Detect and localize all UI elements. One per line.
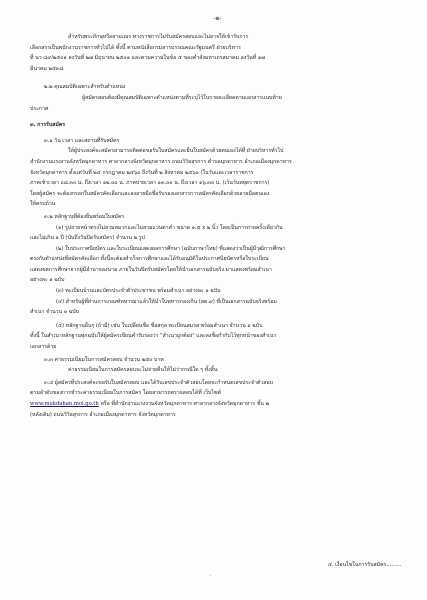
section-3-1-line: สำนักงานแรงงานจังหวัดมุกดาหาร ศาลากลางจังหวัดมุกดาหาร ถนนวิวิธสุรการ ตำบลมุกดาหาร อำเภอเมืองมุกดาหาร (30, 158, 292, 165)
intro-line: มีนาคม ๒๕๓๘ (30, 65, 64, 72)
requirement-line: ตรงกับตำแหน่งที่สมัครคัดเลือก ทั้งนี้จะต้องสำเร็จการศึกษาและได้รับอนุมัติในประกาศนียบัตรหรือใบระเบียน (30, 256, 269, 263)
section-2-2-line: ประกาศ (30, 105, 49, 112)
website-link[interactable]: www.mukdahan.mol.go.th (30, 401, 99, 407)
requirement-line: ทั้งนี้ ในสำเนาหลักฐานทุกฉบับให้ผู้สมัครเขียนคำรับรองว่า "สำเนาถูกต้อง" และลงชื่อกำกับไว้ทุกหน้าของสำเนา (30, 333, 277, 340)
requirement-line: สำเนา จำนวน ๑ ฉบับ (30, 309, 79, 316)
intro-line: สำหรับพระภิกษุหรือสามเณร ทางราชการไม่รับสมัครสอบและไม่อาจให้เข้ารับการ (68, 34, 249, 40)
section-3-1-line: ให้ครบถ้วน (30, 201, 56, 208)
requirement-line: และไม่เกิน ๑ ปี (นับถึงวันปิดรับสมัคร) จำนวน ๒ รูป (30, 235, 145, 242)
section-3-3-line: ค่าธรรมเนียมในการสมัครสอบจะไม่จ่ายคืนให้ไม่ว่ากรณีใด ๆ ทั้งสิ้น (68, 367, 218, 374)
section-3-1-line: โดยผู้สมัคร จะต้องกรอกใบสมัครคัดเลือกและลงลายมือชื่อรับรองเอกสารการสมัครคัดเลือกด้วยลายมือตนเอง (30, 190, 270, 197)
requirement-line: (๓) ทะเบียนบ้านและบัตรประจำตัวประชาชน พร้อมสำเนา อย่างละ ๑ ฉบับ (56, 288, 221, 295)
intro-line: เลือกสรรเป็นพนักงานราชการทั่วไปได้ ทั้งนี้ ตามหนังสือกรมสารบรรณคณะรัฐมนตรี ฝ่ายบริหาร (30, 44, 241, 51)
scan-speck (210, 575, 211, 576)
section-3-4-text: หรือ ที่สำนักงานแรงงานจังหวัดมุกดาหาร ศาลากลางจังหวัดมุกดาหาร ชั้น ๒ (98, 401, 269, 407)
section-3-2-title: ๓.๒ หลักฐานที่ต้องยื่นพร้อมใบสมัคร (44, 213, 125, 220)
section-3-3-title: ๓.๓ ค่าธรรมเนียมในการสมัครสอบ จำนวน ๒๕๐ บาท (44, 356, 164, 363)
requirement-line: (๑) รูปถ่ายหน้าตรงไม่สวมหมวกและไม่สวมแว่นตาดำ ขนาด ๑.๕ x ๒ นิ้ว โดยเป็นการถ่ายครั้งเดียวกัน (56, 224, 283, 231)
requirement-line: อย่างละ ๑ ฉบับ (30, 277, 65, 284)
section-3-4-line: ๓.๔ ผู้สมัครที่ประสงค์จะขอรับใบสมัครสอบ และได้รับเลขประจำตัวสอบโดยจะกำหนดเลขประจำตัวสอบ (44, 379, 273, 386)
section-3-4-line: ตามลำดับของการชำระค่าธรรมเนียมในการสมัคร โดยสามารถตรวจสอบได้ที่ เว็บไซต์ (30, 390, 221, 397)
section-3-1-line: ภาคเช้าเวลา ๐๘.๓๐ น. ถึงเวลา ๑๒.๐๐ น. ภาคบ่ายเวลา ๑๓.๐๐ น. ถึงเวลา ๑๖.๓๐ น. (เว้นวันหยุดราชการ) (30, 180, 270, 187)
requirement-line: เอกสารด้วย (30, 344, 57, 351)
requirement-line: แสดงผลการศึกษาจากผู้มีอำนาจลงนาม ภายในวันปิดรับสมัครโดยให้นำเอกสารฉบับจริง มาแสดงพร้อมสำเนา (30, 266, 272, 273)
page-number: -๒- (213, 15, 222, 22)
requirement-line: (๕) หลักฐานอื่นๆ (ถ้ามี) เช่น ใบเปลี่ยนชื่อ ชื่อสกุล ทะเบียนสมรส พร้อมสำเนา จำนวน ๑ ฉบับ (56, 322, 263, 329)
section-3-1-line: จังหวัดมุกดาหาร ตั้งแต่วันที่ ๒๔ กรกฎาคม ๒๕๖๐ ถึงวันที่ ๒ สิงหาคม ๒๕๖๐ (ในวันและเวลาราชการ (30, 169, 254, 176)
section-3-1-line: ให้ผู้ประสงค์จะสมัครสามารถติดต่อขอรับใบสมัครและยื่นใบสมัครด้วยตนเองได้ที่ ฝ่ายบริหารทั่วไป (68, 148, 284, 155)
section-3-4-line: (หลังเดิม) ถนนวิวิธสุรการ อำเภอเมืองมุกดาหาร จังหวัดมุกดาหาร (30, 411, 176, 418)
section-2-2-title: ๒.๒ คุณสมบัติเฉพาะสำหรับตำแหน่ง (44, 84, 126, 91)
section-2-2-line: ผู้สมัครสอบต้องมีคุณสมบัติเฉพาะตำแหน่งตามที่ระบุไว้ในรายละเอียดตามเอกสารแนบท้าย (82, 94, 282, 101)
section-3-1-title: ๓.๑ วัน เวลา และสถานที่รับสมัคร (44, 137, 120, 144)
requirement-line: (๒) ใบประกาศนียบัตร และใบระเบียนแสดงผลการศึกษา (ฉบับภาษาไทย) ที่แสดงว่าเป็นผู้มีวุฒิการศึกษา (56, 245, 286, 252)
section-3-title: ๓. การรับสมัคร (30, 122, 66, 129)
requirement-line: (๔) สำหรับผู้ที่ผ่านการเกณฑ์ทหารมาแล้วให้นำใบทหารกองเกิน (สด.๙) ที่เป็นเอกสารฉบับจริงพร้อม (56, 298, 277, 305)
intro-line: ที่ นว ๘๙/๒๕๐๑ ลงวันที่ ๒๗ มิถุนายน ๒๕๐๑ และตามความในข้อ ๕ ของคำสั่งมหาเถรสมาคม ลงวันที่ ๑๗ (30, 55, 266, 62)
next-section-pointer: ๔. เงื่อนไขในการรับสมัคร......... (327, 562, 401, 568)
section-3-4-link-line (30, 399, 405, 410)
